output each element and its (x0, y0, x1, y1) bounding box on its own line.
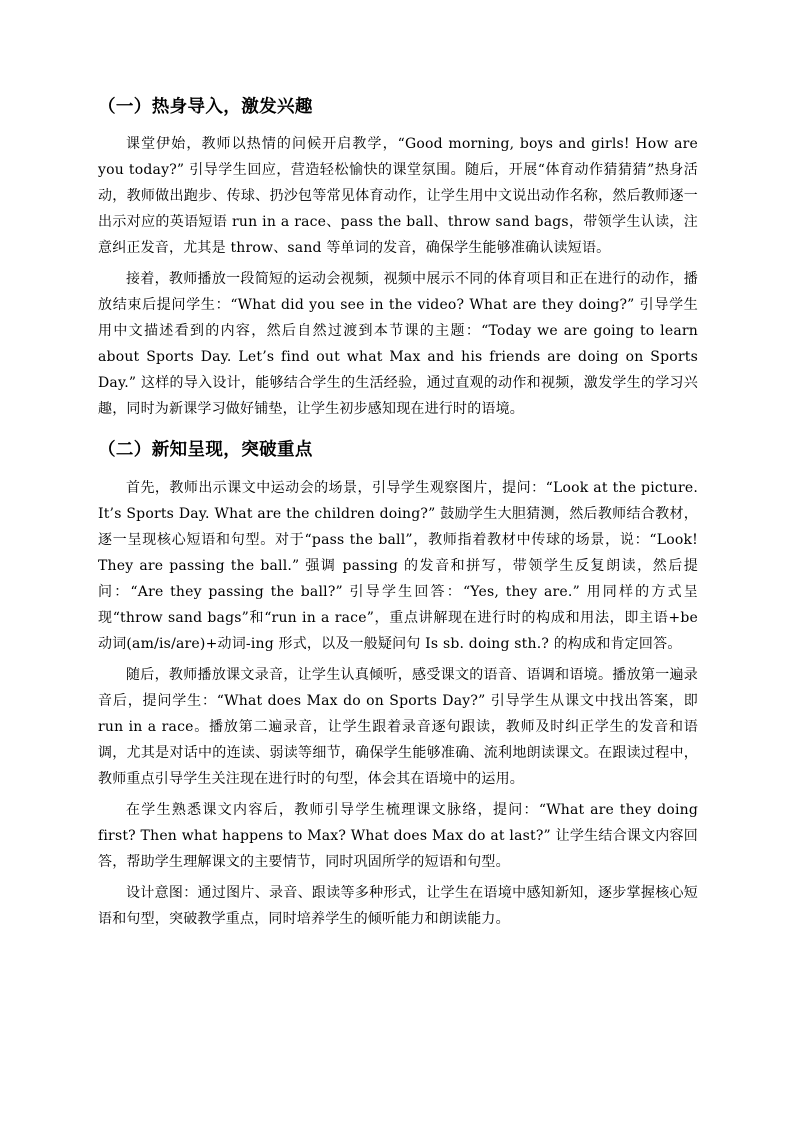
section-heading-warmup: （一）热身导入，激发兴趣 (98, 97, 313, 117)
paragraph-new-knowledge-1: 首先，教师出示课文中运动会的场景，引导学生观察图片，提问：“Look at the picture. It’s Sports Day. What are the children doing?” 鼓励学生大胆猜测，然后教师结合教材，逐一呈现核心短语和句型。对于“pass the ball”，教师指着教材中传球的场景，说：“Look! They are passing the ball.” 强调 passing 的发音和拼写，带领学生反复朗读，然后提问：“Are they passing the ball?” 引导学生回答：“Yes, they are.” 用同样的方式呈现“throw sand bags”和“run in a race”，重点讲解现在进行时的构成和用法，即主语+be 动词(am/is/are)+动词-ing 形式，以及一般疑问句 Is sb. doing sth.? 的构成和肯定回答。 (98, 480, 698, 652)
paragraph-warmup-2: 接着，教师播放一段简短的运动会视频，视频中展示不同的体育项目和正在进行的动作，播放结束后提问学生：“What did you see in the video? What are they doing?” 引导学生用中文描述看到的内容，然后自然过渡到本节课的主题：“Today we are going to learn about Sports Day. Let’s find out what Max and his friends are doing on Sports Day.” 这样的导入设计，能够结合学生的生活经验，通过直观的动作和视频，激发学生的学习兴趣，同时为新课学习做好铺垫，让学生初步感知现在进行时的语境。 (98, 271, 698, 417)
section-heading-new-knowledge: （二）新知呈现，突破重点 (98, 440, 313, 460)
paragraph-new-knowledge-3: 在学生熟悉课文内容后，教师引导学生梳理课文脉络，提问：“What are they doing first? Then what happens to Max? What does Max do at last?” 让学生结合课文内容回答，帮助学生理解课文的主要情节，同时巩固所学的短语和句型。 (98, 802, 698, 870)
document-body (98, 92, 698, 937)
paragraph-warmup-1: 课堂伊始，教师以热情的问候开启教学，“Good morning, boys and girls! How are you today?” 引导学生回应，营造轻松愉快的课堂氛围。随后，开展“体育动作猜猜猜”热身活动，教师做出跑步、传球、扔沙包等常见体育动作，让学生用中文说出动作名称，然后教师逐一出示对应的英语短语 run in a race、pass the ball、throw sand bags，带领学生认读，注意纠正发音，尤其是 throw、sand 等单词的发音，确保学生能够准确认读短语。 (98, 136, 698, 256)
paragraph-new-knowledge-2: 随后，教师播放课文录音，让学生认真倾听，感受课文的语音、语调和语境。播放第一遍录音后，提问学生：“What does Max do on Sports Day?” 引导学生从课文中找出答案，即 run in a race。播放第二遍录音，让学生跟着录音逐句跟读，教师及时纠正学生的发音和语调，尤其是对话中的连读、弱读等细节，确保学生能够准确、流利地朗读课文。在跟读过程中，教师重点引导学生关注现在进行时的句型，体会其在语境中的运用。 (98, 667, 698, 787)
paragraph-design-intent: 设计意图：通过图片、录音、跟读等多种形式，让学生在语境中感知新知，逐步掌握核心短语和句型，突破教学重点，同时培养学生的倾听能力和朗读能力。 (98, 885, 698, 927)
